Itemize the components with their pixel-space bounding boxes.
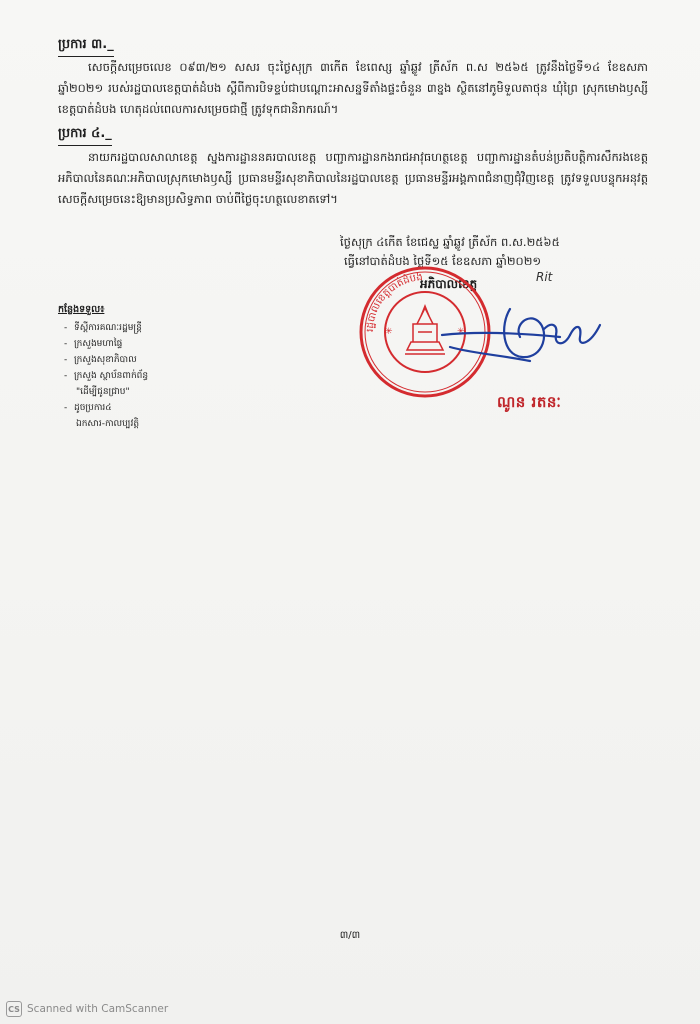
recipient-item: - ដូចប្រការ៤ xyxy=(64,403,112,413)
camscanner-text: Scanned with CamScanner xyxy=(27,1003,169,1015)
recipient-item: - ក្រសួងសុខាភិបាល xyxy=(64,355,137,365)
article-4-title: ប្រការ ៤._ xyxy=(58,125,112,146)
article-4-text xyxy=(58,147,648,210)
camscanner-logo-icon: CS xyxy=(6,1001,22,1017)
article-4-body: នាយករដ្ឋបាលសាលាខេត្ត ស្នងការដ្ឋាននគរបាលខេត្ត បញ្ជាការដ្ឋានកងរាជអាវុធហត្ថខេត្ត បញ្ជាការដ្ឋានតំបន់ប្រតិបត្តិការសឹករងខេត្ត អភិបាលនៃគណៈអភិបាលស្រុកមោងឫស្សី ប្រធានមន្ទីរសុខាភិបាលនៃរដ្ឋបាលខេត្ត ប្រធានមន្ទីរអង្គភាពជំនាញជុំវិញខេត្ត ត្រូវទទួលបន្ទុកអនុវត្តសេចក្តីសម្រេចនេះឱ្យមានប្រសិទ្ធភាព ចាប់ពីថ្ងៃចុះហត្ថលេខាតទៅ។ xyxy=(58,150,648,206)
recipient-item: - ក្រសួងមហាផ្ទៃ xyxy=(64,339,123,349)
svg-text:✳: ✳ xyxy=(457,327,465,337)
seal-text: រដ្ឋបាលខេត្តបាត់ដំបង xyxy=(364,271,424,333)
recipient-item: - ក្រសួង ស្ថាប័នពាក់ព័ន្ធ xyxy=(64,371,149,381)
initials-note: Rit xyxy=(536,270,553,284)
svg-text:✳: ✳ xyxy=(385,327,393,337)
governor-title: អភិបាលខេត្ត xyxy=(420,277,478,291)
solar-date: ធ្វើនៅបាត់ដំបង ថ្ងៃទី១៥ ខែឧសភា ឆ្នាំ២០២១ xyxy=(344,254,542,268)
article-3-body: សេចក្តីសម្រេចលេខ ០៩៣/២១ សសរ ចុះថ្ងៃសុក្រ ៣កើត ខែពេស្ស ឆ្នាំឆ្លូវ ត្រីស័ក ព.ស ២៥៦៥ ត្រូវនឹងថ្ងៃទី១៤ ខែឧសភា ឆ្នាំ២០២១ របស់រដ្ឋបាលខេត្តបាត់ដំបង ស្តីពីការបិទខ្ទប់ជាបណ្តោះអាសន្នទីតាំងផ្ទះចំនួន ៣ខ្នង ស្ថិតនៅភូមិទួលតាថុន ឃុំព្រៃ ស្រុកមោងឫស្សី ខេត្តបាត់ដំបង ហេតុដល់ពេលការសម្រេចជាថ្មី ត្រូវទុកជានិរាករណ៍។ xyxy=(58,60,648,116)
page-number: ៣/៣ xyxy=(339,930,361,941)
recipients-list xyxy=(58,302,148,432)
recipient-subnote: "ដើម្បីជូនជ្រាប" xyxy=(76,387,130,397)
recipients-heading: កន្លែងទទួល៖ xyxy=(58,304,105,315)
article-3-title: ប្រការ ៣._ xyxy=(58,36,114,57)
recipient-subnote: ឯកសារ-កាលប្បវត្តិ xyxy=(76,419,140,429)
signature-icon xyxy=(440,295,620,375)
lunar-date: ថ្ងៃសុក្រ ៤កើត ខែជេស្ឋ ឆ្នាំឆ្លូវ ត្រីស័ក ព.ស.២៥៦៥ xyxy=(340,235,560,249)
camscanner-footer xyxy=(6,1001,168,1017)
recipient-item: - ទីស្តីការគណៈរដ្ឋមន្ត្រី xyxy=(64,323,142,333)
signer-name: ណូន រតនៈ xyxy=(497,393,562,411)
article-3-text xyxy=(58,57,648,120)
